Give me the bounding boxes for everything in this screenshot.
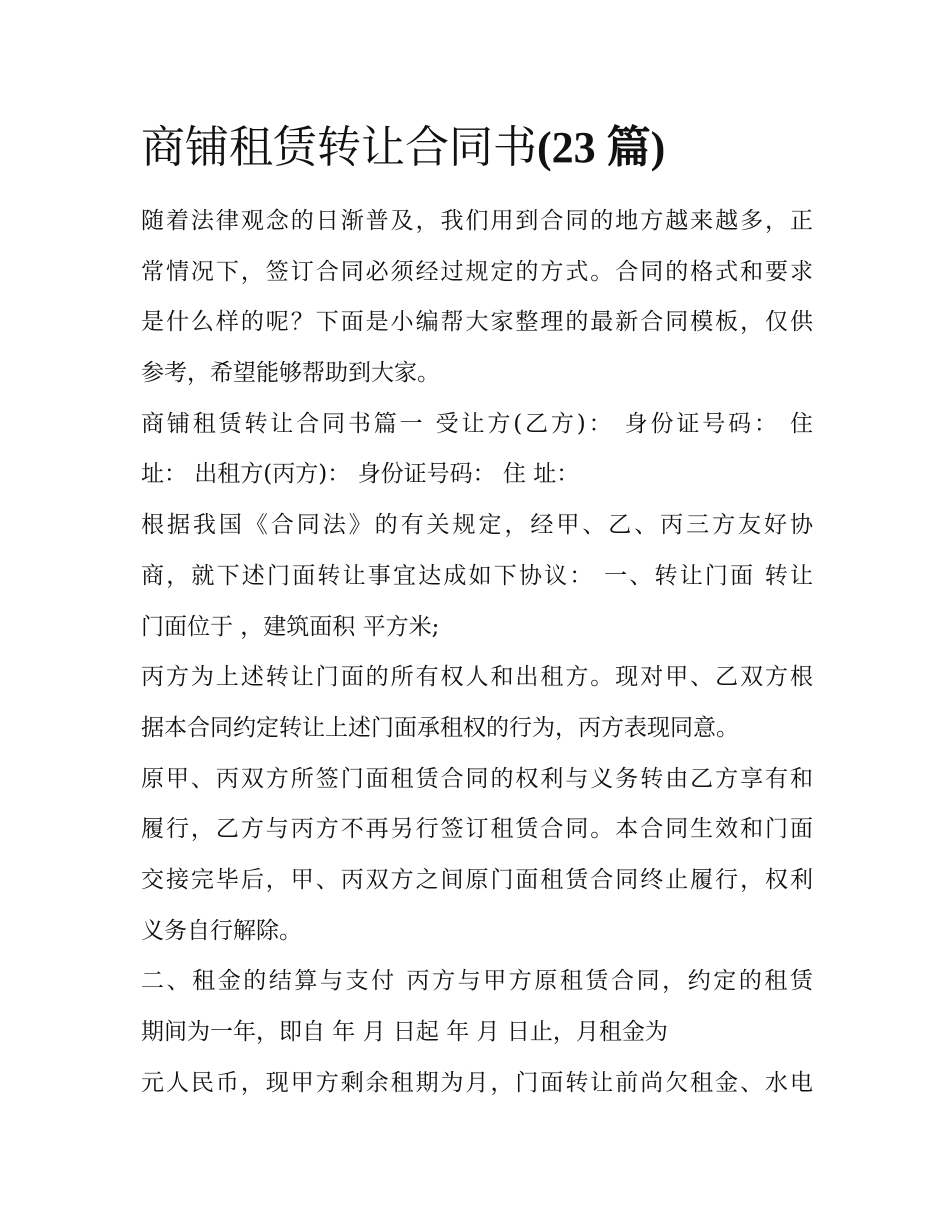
document-body (141, 118, 813, 1108)
text-line: 随着法律观念的日渐普及，我们用到合同的地方越来越多，正 (141, 208, 813, 234)
text-line: 据本合同约定转让上述门面承租权的行为，丙方表现同意。 (141, 714, 739, 741)
text-line: 常情况下，签订合同必须经过规定的方式。合同的格式和要求 (141, 258, 813, 285)
title-main: 商铺租赁转让合同书 (141, 122, 537, 173)
document-title (141, 118, 813, 178)
text-line: 丙方为上述转让门面的所有权人和出租方。现对甲、乙双方根 (141, 664, 813, 691)
text-line: 商铺租赁转让合同书篇一 受让方(乙方)： 身份证号码： 住 (141, 410, 813, 437)
paragraph-rights-transfer (141, 754, 813, 957)
paragraph-intro (141, 196, 813, 399)
text-line: 期间为一年，即自 年 月 日起 年 月 日止，月租金为 (141, 1019, 668, 1045)
text-line: 义务自行解除。 (141, 917, 302, 944)
text-line: 根据我国《合同法》的有关规定，经甲、乙、丙三方友好协 (141, 512, 813, 539)
text-line: 参考，希望能够帮助到大家。 (141, 360, 440, 387)
text-line: 址： 出租方(丙方)： 身份证号码： 住 址： (141, 461, 580, 488)
text-line: 是什么样的呢？下面是小编帮大家整理的最新合同模板，仅供 (141, 309, 813, 336)
paragraph-rent-settlement (141, 956, 813, 1108)
text-line: 原甲、丙双方所签门面租赁合同的权利与义务转由乙方享有和 (141, 765, 813, 792)
text-line: 二、租金的结算与支付 丙方与甲方原租赁合同，约定的租赁 (141, 968, 813, 995)
text-line: 门面位于 ，建筑面积 平方米; (141, 613, 440, 640)
text-line: 履行，乙方与丙方不再另行签订租赁合同。本合同生效和门面 (141, 816, 813, 843)
title-count: (23 篇) (537, 123, 666, 172)
paragraph-owner-consent (141, 652, 813, 753)
text-line: 商，就下述门面转让事宜达成如下协议： 一、转让门面 转让 (141, 562, 813, 589)
paragraph-parties (141, 399, 813, 500)
text-line: 元人民币，现甲方剩余租期为月，门面转让前尚欠租金、水电 (141, 1069, 813, 1096)
text-line: 交接完毕后，甲、丙双方之间原门面租赁合同终止履行，权利 (141, 866, 813, 893)
paragraph-agreement (141, 500, 813, 652)
